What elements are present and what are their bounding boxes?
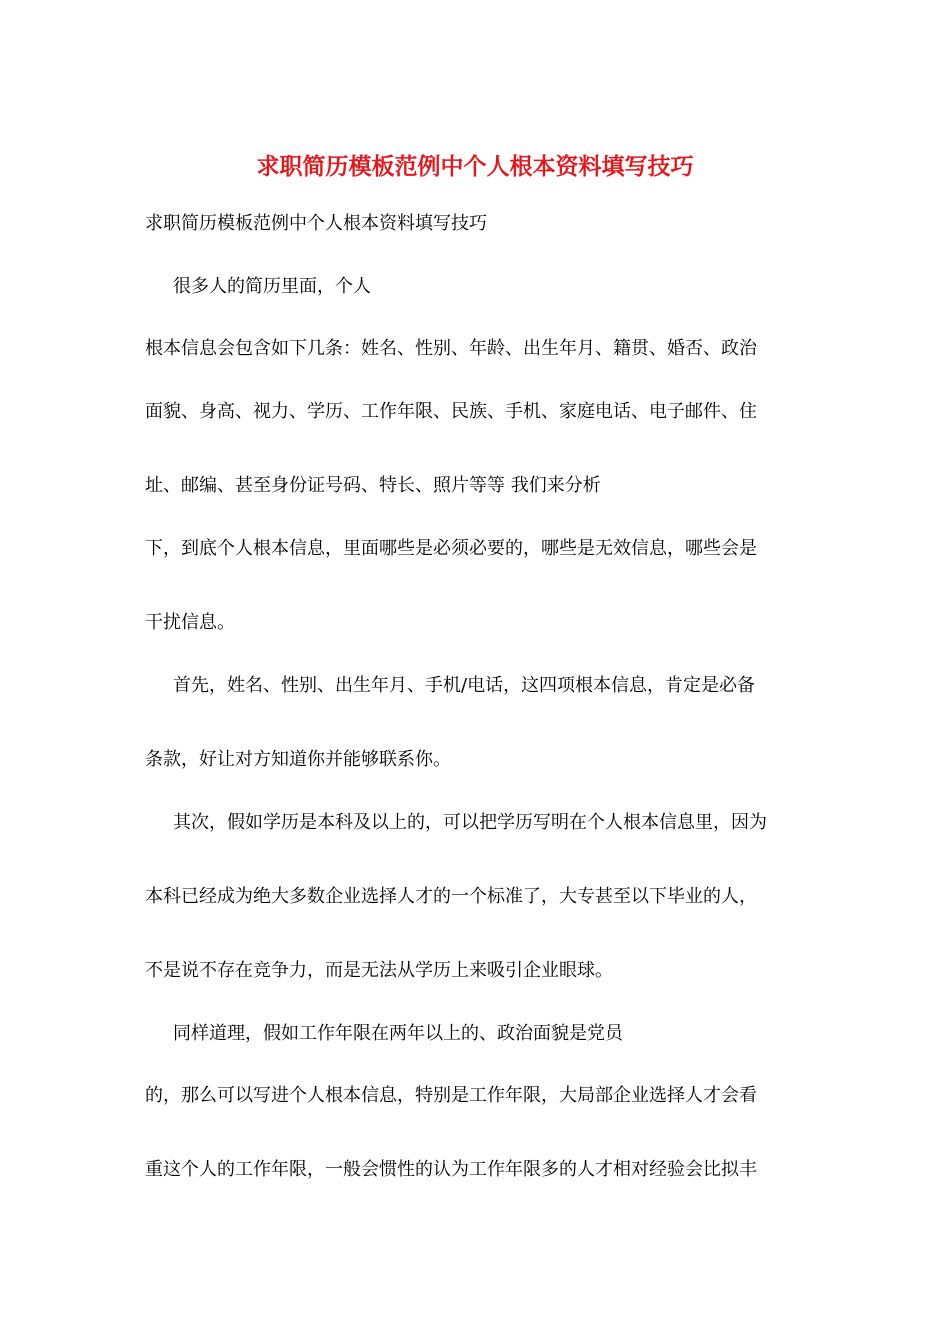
body-line: 址、邮编、甚至身份证号码、特长、照片等等 我们来分析: [145, 475, 601, 496]
body-line: 条款，好让对方知道你并能够联系你。: [145, 749, 451, 770]
body-line: 不是说不存在竞争力，而是无法从学历上来吸引企业眼球。: [145, 960, 613, 981]
body-line: 重这个人的工作年限，一般会惯性的认为工作年限多的人才相对经验会比拟丰: [145, 1159, 757, 1180]
body-line: 干扰信息。: [145, 612, 235, 633]
body-line: 面貌、身高、视力、学历、工作年限、民族、手机、家庭电话、电子邮件、住: [145, 401, 757, 422]
document-title: 求职简历模板范例中个人根本资料填写技巧: [256, 153, 694, 180]
body-line: 首先，姓名、性别、出生年月、手机/电话，这四项根本信息，肯定是必备: [173, 675, 756, 696]
body-line: 本科已经成为绝大多数企业选择人才的一个标准了，大专甚至以下毕业的人，: [145, 886, 757, 907]
body-line: 的，那么可以写进个人根本信息，特别是工作年限，大局部企业选择人才会看: [145, 1085, 757, 1106]
body-line: 根本信息会包含如下几条：姓名、性别、年龄、出生年月、籍贯、婚否、政治: [145, 338, 757, 359]
body-line: 同样道理，假如工作年限在两年以上的、政治面貌是党员: [173, 1023, 623, 1044]
body-line: 下，到底个人根本信息，里面哪些是必须必要的，哪些是无效信息，哪些会是: [145, 538, 757, 559]
body-line: 很多人的简历里面，个人: [173, 276, 371, 297]
subtitle-line: 求职简历模板范例中个人根本资料填写技巧: [145, 213, 487, 234]
body-line: 其次，假如学历是本科及以上的，可以把学历写明在个人根本信息里，因为: [173, 812, 767, 833]
